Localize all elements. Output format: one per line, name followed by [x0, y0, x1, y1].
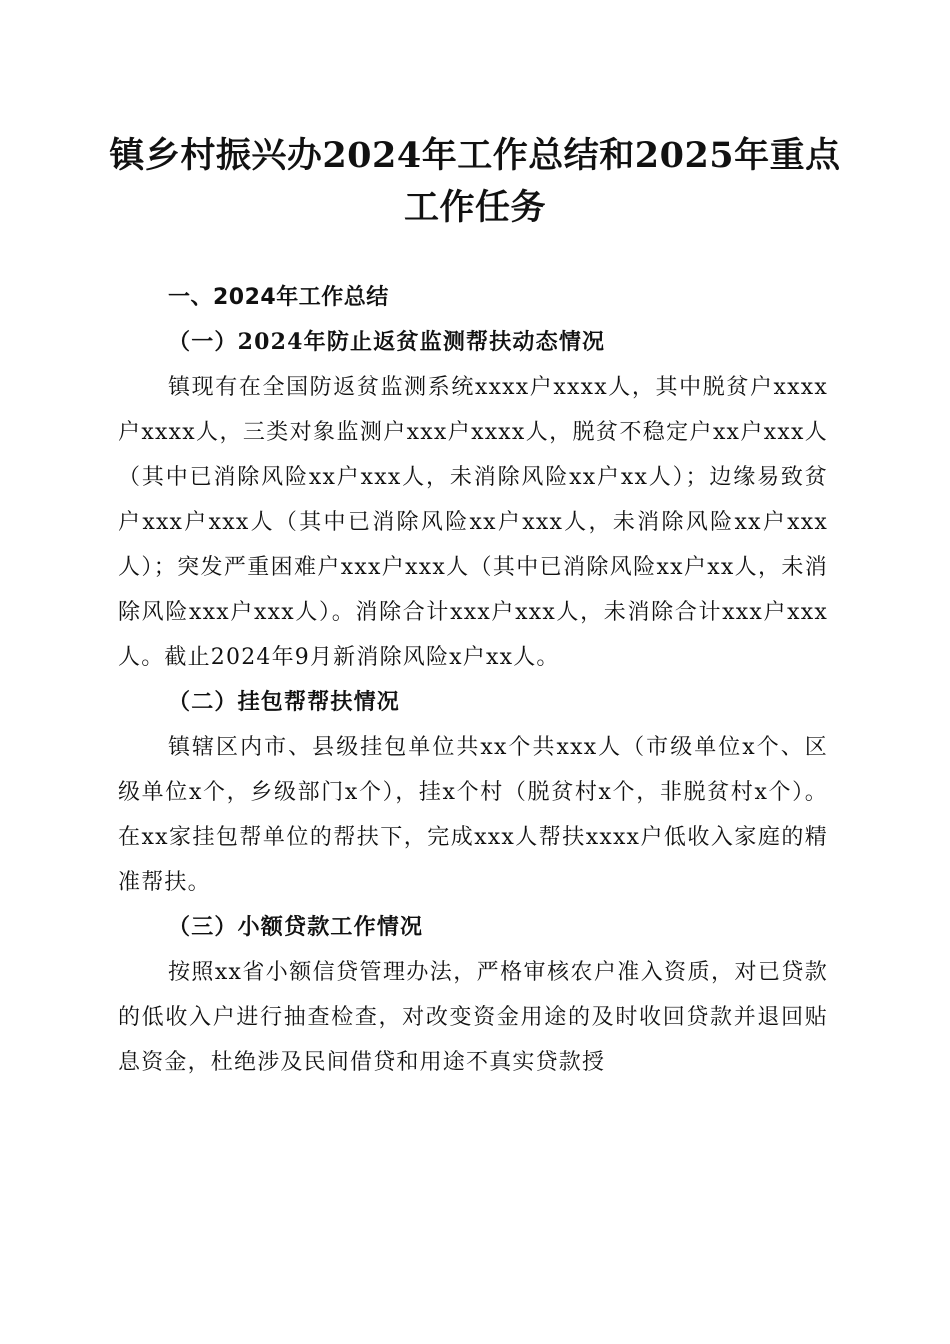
document-body — [118, 275, 828, 1085]
subsection-heading-2: （二）挂包帮帮扶情况 — [168, 689, 401, 715]
paragraph-3: 按照xx省小额信贷管理办法，严格审核农户准入资质，对已贷款的低收入户进行抽查检查，对改变资金用途的及时收回贷款并退回贴息资金，杜绝涉及民间借贷和用途不真实贷款授 — [118, 960, 828, 1075]
document-title — [100, 130, 850, 234]
subsection-heading-3: （三）小额贷款工作情况 — [168, 914, 424, 940]
title-line-1: 镇乡村振兴办2024年工作总结和2025年重点 — [109, 135, 841, 176]
title-line-2: 工作任务 — [403, 187, 546, 228]
paragraph-1: 镇现有在全国防返贫监测系统xxxx户xxxx人，其中脱贫户xxxx户xxxx人，三类对象监测户xxx户xxxx人，脱贫不稳定户xx户xxx人（其中已消除风险xx户xxx人，未消除风险xx户xx人）；边缘易致贫户xxx户xxx人（其中已消除风险xx户xxx人，未消除风险xx户xxx人）；突发严重困难户xxx户xxx人（其中已消除风险xx户xx人，未消除风险xxx户xxx人）。消除合计xxx户xxx人，未消除合计xxx户xxx人。截止2024年9月新消除风险x户xx人。 — [118, 375, 828, 670]
paragraph-2: 镇辖区内市、县级挂包单位共xx个共xxx人（市级单位x个、区级单位x个，乡级部门x个），挂x个村（脱贫村x个，非脱贫村x个）。在xx家挂包帮单位的帮扶下，完成xxx人帮扶xxxx户低收入家庭的精准帮扶。 — [118, 735, 828, 895]
section-heading-1: 一、2024年工作总结 — [168, 285, 389, 310]
subsection-heading-1: （一）2024年防止返贫监测帮扶动态情况 — [168, 329, 606, 355]
